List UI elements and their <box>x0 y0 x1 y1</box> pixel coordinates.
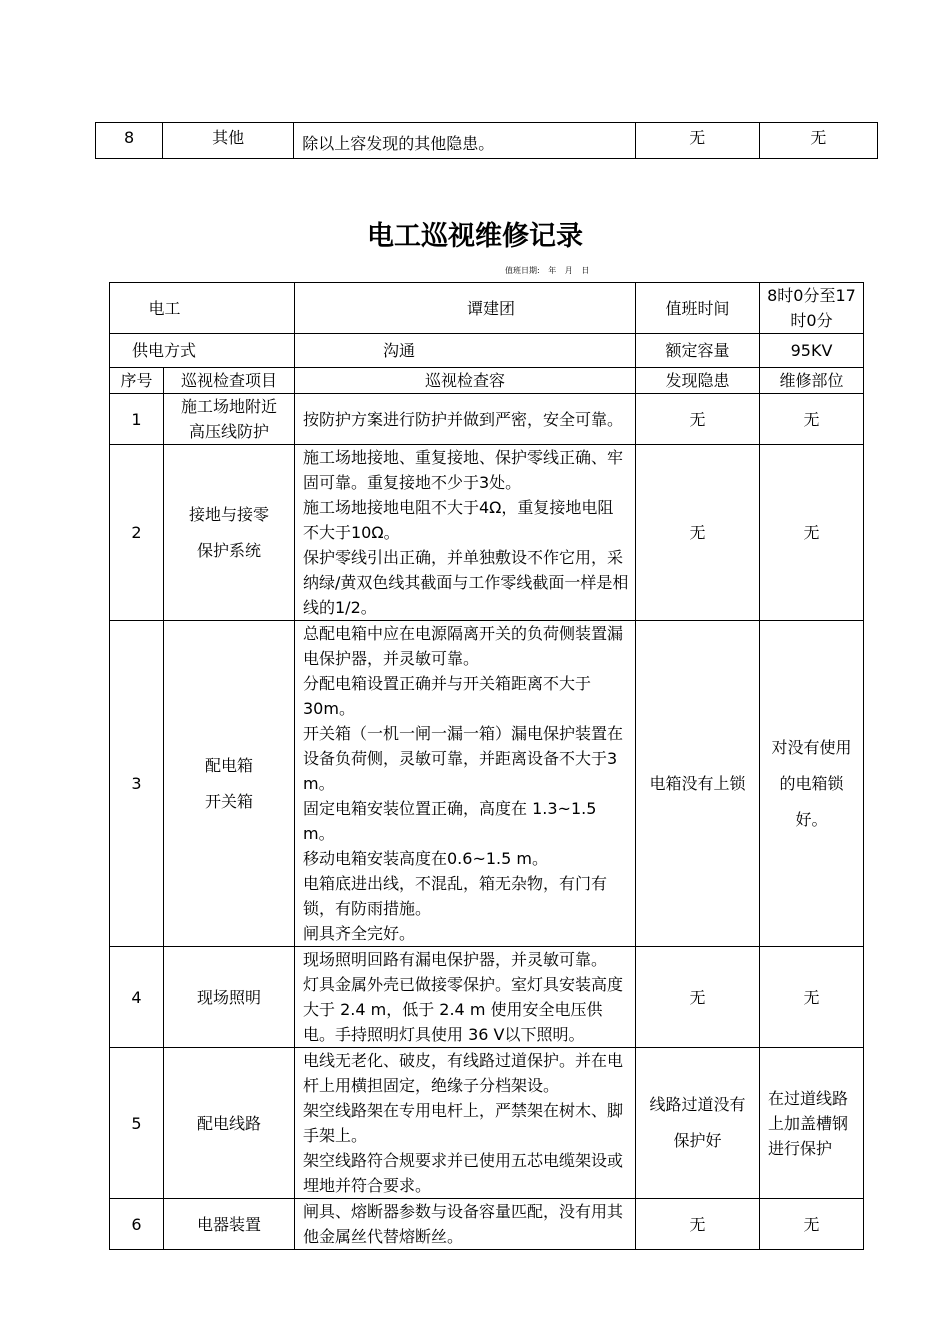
info-row-2 <box>110 334 864 368</box>
row-repair: 无 <box>760 947 864 1048</box>
item-line: 保护系统 <box>196 540 261 560</box>
content-line: 电箱底进出线，不混乱，箱无杂物，有门有锁，有防雨措施。 <box>303 874 608 918</box>
row-item <box>164 445 295 621</box>
table-row <box>110 394 864 445</box>
repair-line: 好。 <box>795 809 828 829</box>
column-header: 发现隐患 <box>636 368 760 394</box>
content-line: 保护零线引出正确，并单独敷设不作它用，采纳绿/黄双色线其截面与工作零线截面一样是相线的1/2。 <box>303 548 629 617</box>
row-hazard: 无 <box>635 123 759 159</box>
table-row <box>110 1048 864 1199</box>
row-repair <box>760 621 864 947</box>
content-line: 电线无老化、破皮，有线路过道保护。并在电杆上用横担固定，绝缘子分档架设。 <box>303 1051 624 1095</box>
item-line: 高压线防护 <box>188 422 269 441</box>
row-item: 电器装置 <box>164 1199 295 1250</box>
row-content <box>295 621 636 947</box>
content-line: 施工场地接地电阻不大于4Ω，重复接地电阻不大于10Ω。 <box>303 498 614 542</box>
duty-time-label: 值班时间 <box>636 283 760 334</box>
electrician-value: 谭建团 <box>295 283 636 334</box>
duty-date-label: 值班日期: <box>505 266 540 275</box>
capacity-value: 95KV <box>760 334 864 368</box>
inspection-table <box>109 282 864 1250</box>
duty-date-year: 年 <box>548 266 557 275</box>
row-number: 6 <box>110 1199 164 1250</box>
content-line: 开关箱（一机一闸一漏一箱）漏电保护装置在设备负荷侧，灵敏可靠，并距离设备不大于3 m。 <box>303 724 624 793</box>
column-header: 巡视检查项目 <box>164 368 295 394</box>
item-line: 开关箱 <box>204 791 253 811</box>
repair-line: 的电箱锁 <box>779 773 844 793</box>
row-hazard: 无 <box>636 947 760 1048</box>
content-line: 闸具齐全完好。 <box>303 924 416 943</box>
row-repair: 无 <box>760 1199 864 1250</box>
table-row <box>110 947 864 1048</box>
row-content <box>295 445 636 621</box>
content-line: 架空线路符合规要求并已使用五芯电缆架设或埋地并符合要求。 <box>303 1151 624 1195</box>
row-repair <box>760 1048 864 1199</box>
row-number: 4 <box>110 947 164 1048</box>
row-repair: 无 <box>759 123 877 159</box>
column-header: 巡视检查容 <box>295 368 636 394</box>
row-hazard <box>636 1048 760 1199</box>
row-hazard: 电箱没有上锁 <box>636 621 760 947</box>
duty-date-day: 日 <box>581 266 590 275</box>
row-number: 2 <box>110 445 164 621</box>
content-line: 分配电箱设置正确并与开关箱距离不大于30m。 <box>303 674 592 718</box>
row-number: 8 <box>96 123 163 159</box>
content-line: 架空线路架在专用电杆上，严禁架在树木、脚手架上。 <box>303 1101 624 1145</box>
repair-line: 上加盖槽钢 <box>768 1113 849 1133</box>
row-item: 现场照明 <box>164 947 295 1048</box>
content-line: 移动电箱安装高度在0.6~1.5 m。 <box>303 849 548 868</box>
row-number: 5 <box>110 1048 164 1199</box>
repair-line: 进行保护 <box>768 1138 833 1158</box>
repair-line: 对没有使用 <box>771 737 852 757</box>
row-item: 其他 <box>163 123 294 159</box>
table-row <box>96 123 878 159</box>
row-number: 3 <box>110 621 164 947</box>
item-line: 配电箱 <box>204 755 253 775</box>
page-title: 电工巡视维修记录 <box>367 221 583 252</box>
row-item <box>164 621 295 947</box>
repair-line: 在过道线路 <box>768 1088 849 1108</box>
row-repair: 无 <box>760 394 864 445</box>
column-header: 维修部位 <box>760 368 864 394</box>
content-line: 施工场地接地、重复接地、保护零线正确、牢固可靠。重复接地不少于3处。 <box>303 448 624 492</box>
supply-label: 供电方式 <box>110 334 295 368</box>
table-row <box>110 621 864 947</box>
content-line: 闸具、熔断器参数与设备容量匹配，没有用其他金属丝代替熔断丝。 <box>303 1202 624 1246</box>
duty-date-month: 月 <box>564 266 573 275</box>
info-row-1 <box>110 283 864 334</box>
supply-value: 沟通 <box>295 334 636 368</box>
item-line: 接地与接零 <box>188 504 269 524</box>
content-line: 总配电箱中应在电源隔离开关的负荷侧装置漏电保护器，并灵敏可靠。 <box>303 624 624 668</box>
electrician-label: 电工 <box>148 298 181 318</box>
capacity-label: 额定容量 <box>636 334 760 368</box>
hazard-line: 线路过道没有 <box>649 1095 746 1114</box>
row-content <box>295 947 636 1048</box>
row-hazard: 无 <box>636 394 760 445</box>
duty-date <box>505 265 595 276</box>
item-line: 施工场地附近 <box>180 397 277 416</box>
row-repair: 无 <box>760 445 864 621</box>
content-line: 现场照明回路有漏电保护器，并灵敏可靠。 <box>303 950 608 969</box>
duty-time-value: 8时0分至17时0分 <box>760 283 864 334</box>
content-line: 按防护方案进行防护并做到严密，安全可靠。 <box>303 409 624 429</box>
row-item <box>164 394 295 445</box>
row-number: 1 <box>110 394 164 445</box>
row-content <box>295 1199 636 1250</box>
previous-page-table <box>95 122 878 159</box>
row-content <box>295 394 636 445</box>
row-item: 配电线路 <box>164 1048 295 1199</box>
row-hazard: 无 <box>636 1199 760 1250</box>
table-row <box>110 445 864 621</box>
content-line: 固定电箱安装位置正确，高度在 1.3~1.5 m。 <box>303 799 597 843</box>
table-row <box>110 1199 864 1250</box>
content-line: 灯具金属外壳已做接零保护。室灯具安装高度大于 2.4 m，低于 2.4 m 使用安全电压供电。手持照明灯具使用 36 V以下照明。 <box>303 975 624 1044</box>
row-content: 除以上容发现的其他隐患。 <box>294 123 635 159</box>
row-content <box>295 1048 636 1199</box>
column-header: 序号 <box>110 368 164 394</box>
row-hazard: 无 <box>636 445 760 621</box>
column-header-row <box>110 368 864 394</box>
hazard-line: 保护好 <box>673 1131 722 1150</box>
